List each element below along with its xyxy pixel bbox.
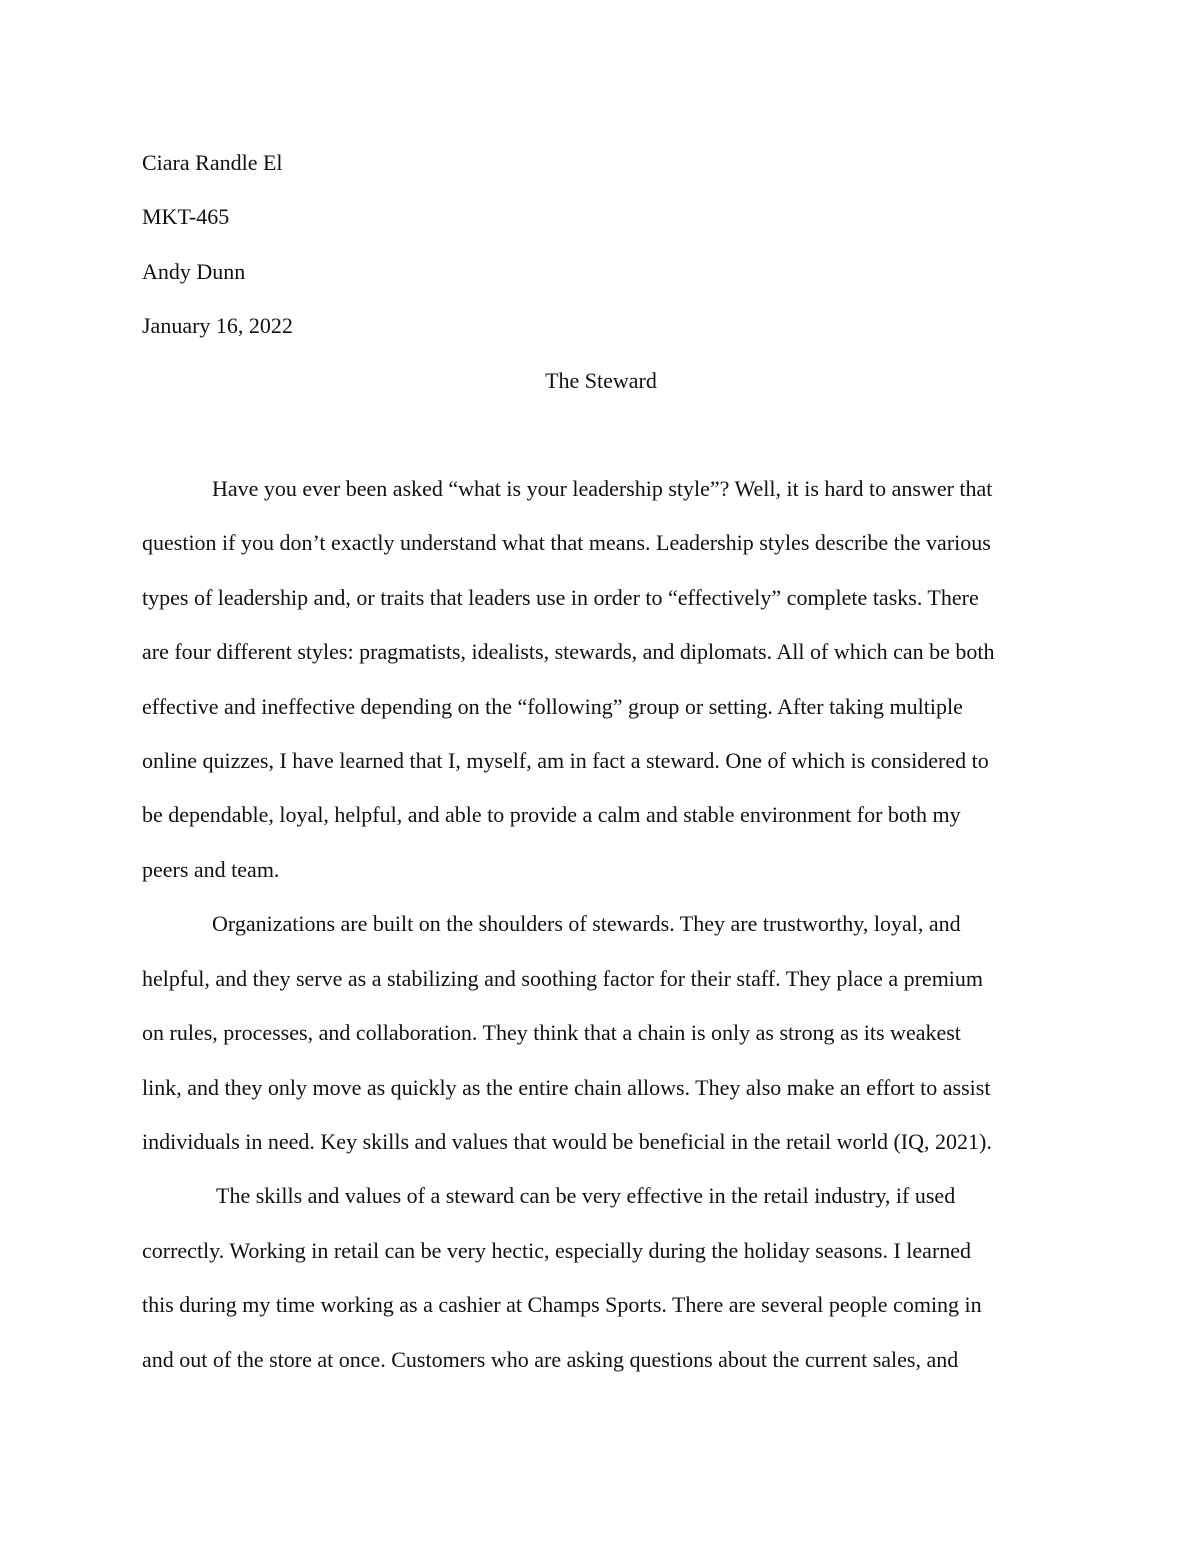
paragraph-line: Organizations are built on the shoulders of stewards. They are trustworthy, loyal, and — [212, 911, 961, 937]
paragraph-line: be dependable, loyal, helpful, and able to provide a calm and stable environment for both my — [142, 802, 961, 828]
paragraph-2 — [142, 897, 1060, 1169]
document-title: The Steward — [545, 367, 657, 393]
paragraph-line: this during my time working as a cashier at Champs Sports. There are several people coming in — [142, 1292, 982, 1318]
paragraph-line: online quizzes, I have learned that I, myself, am in fact a steward. One of which is considered to — [142, 748, 989, 774]
paragraph-line: and out of the store at once. Customers who are asking questions about the current sales, and — [142, 1346, 959, 1372]
author-name: Ciara Randle El — [142, 150, 283, 175]
paragraph-line: Have you ever been asked “what is your leadership style”? Well, it is hard to answer that — [212, 476, 993, 502]
paragraph-3 — [142, 1169, 1060, 1387]
paragraph-line: correctly. Working in retail can be very hectic, especially during the holiday seasons. I learned — [142, 1237, 972, 1263]
paragraph-line: on rules, processes, and collaboration. They think that a chain is only as strong as its weakest — [142, 1020, 961, 1046]
paragraph-line: are four different styles: pragmatists, idealists, stewards, and diplomats. All of which can be both — [142, 639, 995, 665]
paragraph-line: link, and they only move as quickly as the entire chain allows. They also make an effort to assist — [142, 1074, 991, 1100]
course-code: MKT-465 — [142, 204, 230, 230]
paragraph-line: types of leadership and, or traits that leaders use in order to “effectively” complete tasks. There — [142, 584, 979, 610]
paragraph-1 — [142, 462, 1060, 897]
paragraph-line: individuals in need. Key skills and values that would be beneficial in the retail world (IQ, 2021). — [142, 1128, 992, 1154]
paragraph-line: peers and team. — [142, 856, 280, 882]
instructor-name: Andy Dunn — [142, 258, 246, 284]
paragraph-line: The skills and values of a steward can be very effective in the retail industry, if used — [216, 1183, 956, 1209]
document-body — [142, 136, 1060, 1387]
paragraph-line: question if you don’t exactly understand what that means. Leadership styles describe the various — [142, 530, 991, 556]
paragraph-line: effective and ineffective depending on the “following” group or setting. After taking multiple — [142, 693, 963, 719]
document-date: January 16, 2022 — [142, 313, 293, 339]
paragraph-line: helpful, and they serve as a stabilizing and soothing factor for their staff. They place a premium — [142, 965, 984, 991]
header-block — [142, 136, 1060, 354]
